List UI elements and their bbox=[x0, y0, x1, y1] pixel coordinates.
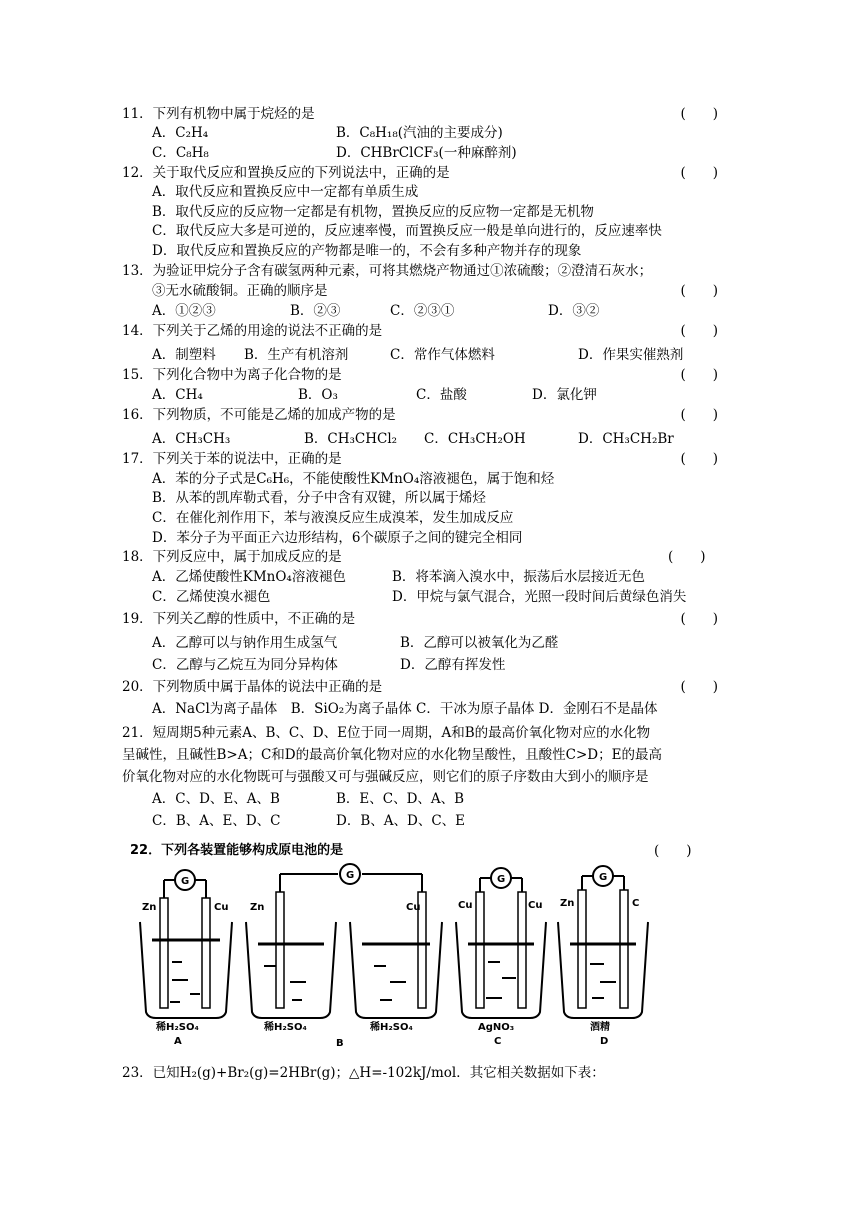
caption-d: D bbox=[600, 1036, 609, 1047]
q12-answer-paren: ( ) bbox=[680, 165, 718, 181]
q15-option-a: A．CH₄ bbox=[152, 387, 203, 403]
meter-label: G bbox=[181, 876, 190, 887]
q13-stem-line2: ③无水硫酸铜。正确的顺序是 bbox=[152, 283, 328, 299]
beaker-b-right bbox=[350, 874, 442, 1018]
q17-option-a: A．苯的分子式是C₆H₆，不能使酸性KMnO₄溶液褪色，属于饱和烃 bbox=[152, 471, 555, 487]
q19-option-c: C．乙醇与乙烷互为同分异构体 bbox=[152, 657, 338, 673]
q11-option-c: C．C₈H₈ bbox=[152, 145, 209, 161]
q15-answer-paren: ( ) bbox=[680, 367, 718, 383]
q13-answer-paren: ( ) bbox=[680, 283, 718, 299]
beaker-c bbox=[456, 868, 546, 1018]
solution-label: 稀H₂SO₄ bbox=[156, 1022, 199, 1033]
meter-label: G bbox=[599, 872, 608, 883]
q19-answer-paren: ( ) bbox=[680, 611, 718, 627]
q15-stem: 15．下列化合物中为离子化合物的是 bbox=[122, 367, 342, 383]
caption-b: B bbox=[336, 1038, 344, 1049]
q11-option-d: D．CHBrClCF₃(一种麻醉剂) bbox=[336, 145, 517, 161]
caption-a: A bbox=[174, 1036, 182, 1047]
q12-option-b: B．取代反应的反应物一定都是有机物，置换反应的反应物一定都是无机物 bbox=[152, 204, 594, 220]
q16-option-c: C．CH₃CH₂OH bbox=[424, 431, 526, 447]
q21-option-b: B．E、C、D、A、B bbox=[336, 791, 465, 807]
q15-option-b: B．O₃ bbox=[298, 387, 338, 403]
q18-option-b: B．将苯滴入溴水中，振荡后水层接近无色 bbox=[392, 569, 645, 585]
q18-stem: 18．下列反应中，属于加成反应的是 bbox=[122, 549, 342, 565]
q14-answer-paren: ( ) bbox=[680, 323, 718, 339]
q12-stem: 12．关于取代反应和置换反应的下列说法中，正确的是 bbox=[122, 165, 450, 181]
q16-option-b: B．CH₃CHCl₂ bbox=[304, 431, 398, 447]
galvanic-cell-figure bbox=[130, 862, 690, 1052]
q17-stem: 17．下列关于苯的说法中，正确的是 bbox=[122, 451, 342, 467]
electrode-label: Zn bbox=[250, 902, 265, 913]
q17-answer-paren: ( ) bbox=[680, 451, 718, 467]
q15-option-d: D．氯化钾 bbox=[532, 387, 597, 403]
q22-answer-paren: ( ) bbox=[654, 843, 692, 859]
q13-option-d: D．③② bbox=[548, 303, 600, 319]
q22-stem: 22．下列各装置能够构成原电池的是 bbox=[130, 843, 344, 858]
q16-option-a: A．CH₃CH₃ bbox=[152, 431, 231, 447]
q11-option-a: A．C₂H₄ bbox=[152, 125, 209, 141]
q21-line2: 呈碱性，且碱性B>A；C和D的最高价氧化物对应的水化物呈酸性，且酸性C>D；E的最高 bbox=[122, 747, 662, 763]
q21-option-c: C．B、A、E、D、C bbox=[152, 813, 281, 829]
electrode-label: Cu bbox=[214, 902, 229, 913]
q12-option-d: D．取代反应和置换反应的产物都是唯一的，不会有多种产物并存的现象 bbox=[152, 243, 582, 259]
q12-option-c: C．取代反应大多是可逆的，反应速率慢，而置换反应一般是单向进行的，反应速率快 bbox=[152, 223, 662, 239]
q19-option-d: D．乙醇有挥发性 bbox=[400, 657, 506, 673]
q16-answer-paren: ( ) bbox=[680, 407, 718, 423]
q21-line3: 价氧化物对应的水化物既可与强酸又可与强碱反应，则它们的原子序数由大到小的顺序是 bbox=[122, 769, 649, 785]
beaker-d bbox=[558, 866, 648, 1018]
q20-options: A．NaCl为离子晶体 B．SiO₂为离子晶体 C．干冰为原子晶体 D．金刚石不是晶体 bbox=[152, 701, 658, 717]
q17-option-c: C．在催化剂作用下，苯与液溴反应生成溴苯，发生加成反应 bbox=[152, 510, 514, 526]
q16-stem: 16．下列物质，不可能是乙烯的加成产物的是 bbox=[122, 407, 396, 423]
q14-option-d: D．作果实催熟剂 bbox=[578, 347, 684, 363]
q13-stem: 13．为验证甲烷分子含有碳氢两种元素，可将其燃烧产物通过①浓硫酸；②澄清石灰水； bbox=[122, 263, 653, 279]
electrode-label: Zn bbox=[560, 898, 575, 909]
q13-option-a: A．①②③ bbox=[152, 303, 216, 319]
meter-label: G bbox=[346, 870, 355, 881]
solution-label: 稀H₂SO₄ bbox=[370, 1022, 413, 1033]
solution-label: 稀H₂SO₄ bbox=[264, 1022, 307, 1033]
q13-option-c: C．②③① bbox=[390, 303, 455, 319]
solution-label: AgNO₃ bbox=[478, 1022, 515, 1033]
q19-option-b: B．乙醇可以被氧化为乙醛 bbox=[400, 635, 559, 651]
electrode-label: C bbox=[632, 898, 640, 909]
electrode-label: Cu bbox=[406, 902, 421, 913]
q18-answer-paren: ( ) bbox=[668, 549, 706, 565]
q18-option-c: C．乙烯使溴水褪色 bbox=[152, 589, 271, 605]
q15-option-c: C．盐酸 bbox=[416, 387, 467, 403]
q23-stem: 23．已知H₂(g)+Br₂(g)=2HBr(g)；△H=-102kJ/mol．其它相关数据如下表： bbox=[122, 1065, 605, 1081]
q21-line1: 21．短周期5种元素A、B、C、D、E位于同一周期，A和B的最高价氧化物对应的水化物 bbox=[122, 725, 651, 741]
q16-option-d: D．CH₃CH₂Br bbox=[578, 431, 674, 447]
q11-option-b: B．C₈H₁₈(汽油的主要成分) bbox=[336, 125, 503, 141]
electrode-label: Cu bbox=[458, 900, 473, 911]
q21-option-d: D．B、A、D、C、E bbox=[336, 813, 466, 829]
q17-option-b: B．从苯的凯库勒式看，分子中含有双键，所以属于烯烃 bbox=[152, 490, 486, 506]
electrode-label: Cu bbox=[528, 900, 543, 911]
q19-option-a: A．乙醇可以与钠作用生成氢气 bbox=[152, 635, 338, 651]
electrode-label: Zn bbox=[142, 902, 157, 913]
solution-label: 酒精 bbox=[590, 1022, 610, 1033]
q17-option-d: D．苯分子为平面正六边形结构，6个碳原子之间的键完全相同 bbox=[152, 530, 523, 546]
beaker-b-left bbox=[246, 874, 338, 1018]
q18-option-d: D．甲烷与氯气混合，光照一段时间后黄绿色消失 bbox=[392, 589, 687, 605]
q14-option-a: A．制塑料 bbox=[152, 347, 216, 363]
q12-option-a: A．取代反应和置换反应中一定都有单质生成 bbox=[152, 184, 419, 200]
q14-option-c: C．常作气体燃料 bbox=[390, 347, 495, 363]
q21-option-a: A．C、D、E、A、B bbox=[152, 791, 280, 807]
q19-stem: 19．下列关乙醇的性质中，不正确的是 bbox=[122, 611, 356, 627]
q18-option-a: A．乙烯使酸性KMnO₄溶液褪色 bbox=[152, 569, 346, 585]
q13-option-b: B．②③ bbox=[290, 303, 341, 319]
q14-option-b: B．生产有机溶剂 bbox=[244, 347, 349, 363]
caption-c: C bbox=[494, 1036, 502, 1047]
beaker-a bbox=[140, 870, 232, 1018]
meter-label: G bbox=[497, 874, 506, 885]
q20-stem: 20．下列物质中属于晶体的说法中正确的是 bbox=[122, 679, 383, 695]
q11-answer-paren: ( ) bbox=[680, 106, 718, 122]
q11-stem: 11．下列有机物中属于烷烃的是 bbox=[122, 106, 315, 122]
q20-answer-paren: ( ) bbox=[680, 679, 718, 695]
q14-stem: 14．下列关于乙烯的用途的说法不正确的是 bbox=[122, 323, 383, 339]
